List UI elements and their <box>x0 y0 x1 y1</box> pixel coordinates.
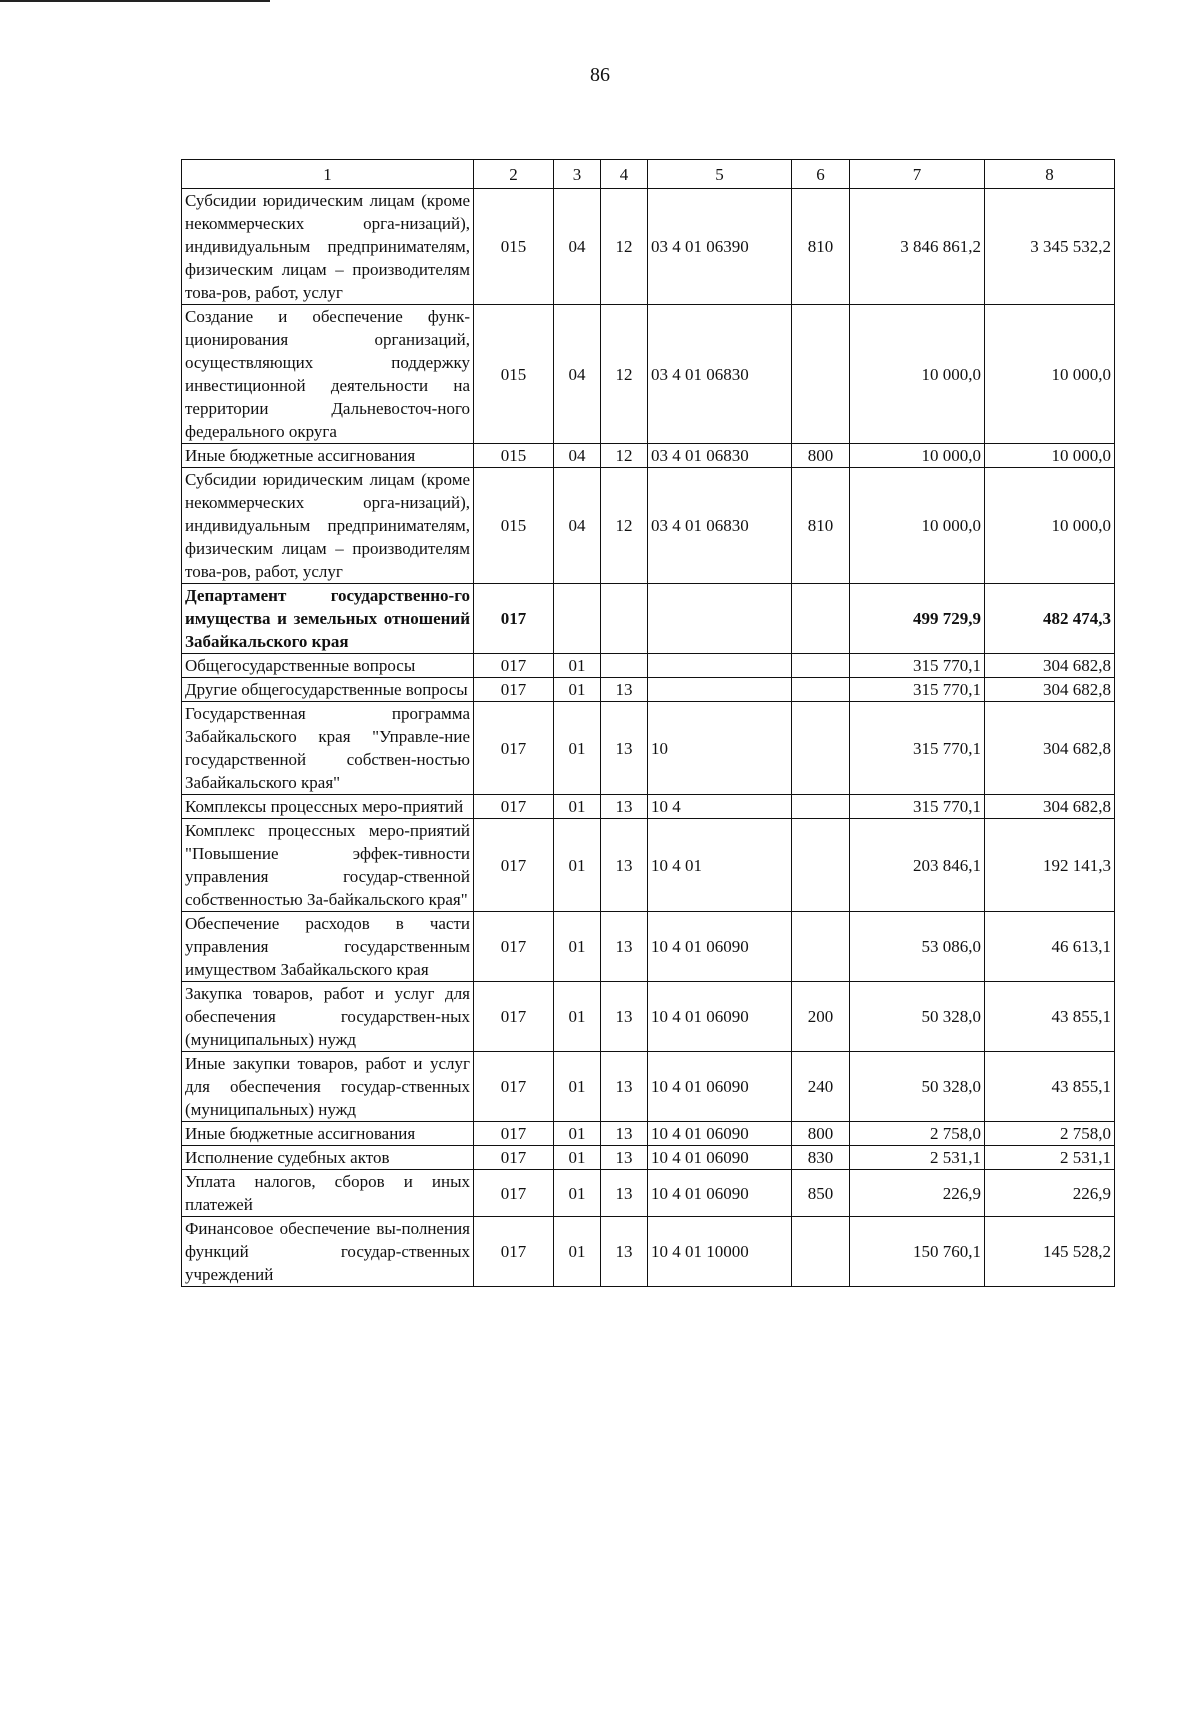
row-name-cell: Субсидии юридическим лицам (кроме некоммерческих орга-низаций), индивидуальным предпринимателям, физическим лицам – производителям това-ров, работ, услуг <box>182 468 474 584</box>
amount-2024-cell: 10 000,0 <box>850 305 985 444</box>
section-cell: 01 <box>554 1052 601 1122</box>
amount-2025-cell: 2 758,0 <box>985 1122 1115 1146</box>
column-header: 3 <box>554 160 601 189</box>
section-cell: 04 <box>554 189 601 305</box>
table-row <box>182 678 1115 702</box>
amount-2024-cell: 2 758,0 <box>850 1122 985 1146</box>
target-article-cell: 03 4 01 06830 <box>648 468 792 584</box>
expense-type-cell: 810 <box>792 189 850 305</box>
admin-code-cell: 017 <box>474 1217 554 1287</box>
expense-type-cell: 830 <box>792 1146 850 1170</box>
admin-code-cell: 015 <box>474 468 554 584</box>
amount-2024-cell: 50 328,0 <box>850 1052 985 1122</box>
table-row <box>182 444 1115 468</box>
amount-2025-cell: 304 682,8 <box>985 654 1115 678</box>
amount-2025-cell: 2 531,1 <box>985 1146 1115 1170</box>
section-cell: 01 <box>554 982 601 1052</box>
target-article-cell: 10 4 01 10000 <box>648 1217 792 1287</box>
table-row <box>182 819 1115 912</box>
row-name-cell: Создание и обеспечение функ-ционирования организаций, осуществляющих поддержку инвестиционной деятельности на территории Дальневосточ-ного федерального округа <box>182 305 474 444</box>
amount-2024-cell: 315 770,1 <box>850 654 985 678</box>
admin-code-cell: 015 <box>474 305 554 444</box>
row-name-cell: Субсидии юридическим лицам (кроме некоммерческих орга-низаций), индивидуальным предпринимателям, физическим лицам – производителям това-ров, работ, услуг <box>182 189 474 305</box>
table-row <box>182 1170 1115 1217</box>
amount-2025-cell: 10 000,0 <box>985 444 1115 468</box>
target-article-cell: 10 <box>648 702 792 795</box>
table-row <box>182 795 1115 819</box>
expense-type-cell <box>792 654 850 678</box>
amount-2025-cell: 43 855,1 <box>985 1052 1115 1122</box>
target-article-cell <box>648 654 792 678</box>
column-header: 1 <box>182 160 474 189</box>
expense-type-cell <box>792 819 850 912</box>
expense-type-cell: 800 <box>792 1122 850 1146</box>
scan-edge-line <box>0 0 270 2</box>
row-name-cell: Комплексы процессных меро-приятий <box>182 795 474 819</box>
expense-type-cell <box>792 678 850 702</box>
target-article-cell: 03 4 01 06830 <box>648 444 792 468</box>
admin-code-cell: 017 <box>474 1146 554 1170</box>
table-row <box>182 1217 1115 1287</box>
expense-type-cell <box>792 795 850 819</box>
row-name-cell: Комплекс процессных меро-приятий "Повышение эффек-тивности управления государ-ственной собственностью За-байкальского края" <box>182 819 474 912</box>
column-header: 8 <box>985 160 1115 189</box>
row-name-cell: Иные бюджетные ассигнования <box>182 1122 474 1146</box>
amount-2025-cell: 46 613,1 <box>985 912 1115 982</box>
admin-code-cell: 017 <box>474 1122 554 1146</box>
table-row <box>182 1052 1115 1122</box>
section-cell: 01 <box>554 654 601 678</box>
table-row <box>182 982 1115 1052</box>
target-article-cell: 03 4 01 06390 <box>648 189 792 305</box>
target-article-cell: 03 4 01 06830 <box>648 305 792 444</box>
admin-code-cell: 017 <box>474 678 554 702</box>
table-row <box>182 702 1115 795</box>
column-header: 6 <box>792 160 850 189</box>
amount-2024-cell: 499 729,9 <box>850 584 985 654</box>
target-article-cell: 10 4 01 06090 <box>648 912 792 982</box>
row-name-cell: Общегосударственные вопросы <box>182 654 474 678</box>
admin-code-cell: 017 <box>474 982 554 1052</box>
target-article-cell <box>648 678 792 702</box>
budget-table <box>181 159 1115 1287</box>
table-row <box>182 468 1115 584</box>
expense-type-cell: 200 <box>792 982 850 1052</box>
admin-code-cell: 017 <box>474 702 554 795</box>
row-name-cell: Государственная программа Забайкальского края "Управле-ние государственной собствен-ностью Забайкальского края" <box>182 702 474 795</box>
section-cell: 01 <box>554 678 601 702</box>
subsection-cell: 13 <box>601 1122 648 1146</box>
amount-2024-cell: 315 770,1 <box>850 678 985 702</box>
subsection-cell: 12 <box>601 468 648 584</box>
section-cell: 01 <box>554 795 601 819</box>
row-name-cell: Другие общегосударственные вопросы <box>182 678 474 702</box>
table-row <box>182 305 1115 444</box>
subsection-cell: 13 <box>601 912 648 982</box>
admin-code-cell: 017 <box>474 819 554 912</box>
row-name-cell: Иные закупки товаров, работ и услуг для обеспечения государ-ственных (муниципальных) нужд <box>182 1052 474 1122</box>
amount-2024-cell: 2 531,1 <box>850 1146 985 1170</box>
admin-code-cell: 015 <box>474 189 554 305</box>
expense-type-cell <box>792 912 850 982</box>
target-article-cell: 10 4 <box>648 795 792 819</box>
section-cell: 01 <box>554 702 601 795</box>
table-row <box>182 1146 1115 1170</box>
amount-2025-cell: 145 528,2 <box>985 1217 1115 1287</box>
subsection-cell: 13 <box>601 1217 648 1287</box>
section-cell: 01 <box>554 1122 601 1146</box>
expense-type-cell <box>792 702 850 795</box>
section-cell: 01 <box>554 1146 601 1170</box>
amount-2024-cell: 10 000,0 <box>850 468 985 584</box>
amount-2025-cell: 192 141,3 <box>985 819 1115 912</box>
subsection-cell: 12 <box>601 305 648 444</box>
amount-2025-cell: 10 000,0 <box>985 468 1115 584</box>
section-cell: 01 <box>554 912 601 982</box>
expense-type-cell: 850 <box>792 1170 850 1217</box>
table-row <box>182 912 1115 982</box>
amount-2024-cell: 50 328,0 <box>850 982 985 1052</box>
target-article-cell <box>648 584 792 654</box>
subsection-cell: 12 <box>601 189 648 305</box>
table-row <box>182 1122 1115 1146</box>
amount-2024-cell: 150 760,1 <box>850 1217 985 1287</box>
amount-2024-cell: 10 000,0 <box>850 444 985 468</box>
row-name-cell: Уплата налогов, сборов и иных платежей <box>182 1170 474 1217</box>
row-name-cell: Департамент государственно-го имущества и земельных отношений Забайкальского края <box>182 584 474 654</box>
amount-2025-cell: 226,9 <box>985 1170 1115 1217</box>
section-cell <box>554 584 601 654</box>
expense-type-cell <box>792 1217 850 1287</box>
target-article-cell: 10 4 01 06090 <box>648 1052 792 1122</box>
table-row <box>182 584 1115 654</box>
section-cell: 04 <box>554 305 601 444</box>
subsection-cell: 13 <box>601 702 648 795</box>
target-article-cell: 10 4 01 06090 <box>648 1170 792 1217</box>
subsection-cell <box>601 654 648 678</box>
amount-2024-cell: 315 770,1 <box>850 702 985 795</box>
amount-2025-cell: 43 855,1 <box>985 982 1115 1052</box>
expense-type-cell <box>792 584 850 654</box>
subsection-cell <box>601 584 648 654</box>
amount-2024-cell: 53 086,0 <box>850 912 985 982</box>
row-name-cell: Исполнение судебных актов <box>182 1146 474 1170</box>
subsection-cell: 13 <box>601 795 648 819</box>
admin-code-cell: 017 <box>474 654 554 678</box>
subsection-cell: 13 <box>601 982 648 1052</box>
amount-2024-cell: 203 846,1 <box>850 819 985 912</box>
expense-type-cell: 800 <box>792 444 850 468</box>
row-name-cell: Иные бюджетные ассигнования <box>182 444 474 468</box>
column-header: 2 <box>474 160 554 189</box>
page-number: 86 <box>590 64 610 86</box>
subsection-cell: 13 <box>601 1146 648 1170</box>
amount-2024-cell: 315 770,1 <box>850 795 985 819</box>
subsection-cell: 13 <box>601 1170 648 1217</box>
table-header-row <box>182 160 1115 189</box>
admin-code-cell: 017 <box>474 584 554 654</box>
amount-2025-cell: 482 474,3 <box>985 584 1115 654</box>
section-cell: 01 <box>554 819 601 912</box>
subsection-cell: 12 <box>601 444 648 468</box>
column-header: 4 <box>601 160 648 189</box>
admin-code-cell: 017 <box>474 1052 554 1122</box>
admin-code-cell: 017 <box>474 912 554 982</box>
subsection-cell: 13 <box>601 678 648 702</box>
target-article-cell: 10 4 01 06090 <box>648 1122 792 1146</box>
target-article-cell: 10 4 01 <box>648 819 792 912</box>
section-cell: 01 <box>554 1217 601 1287</box>
expense-type-cell: 810 <box>792 468 850 584</box>
section-cell: 04 <box>554 468 601 584</box>
row-name-cell: Финансовое обеспечение вы-полнения функций государ-ственных учреждений <box>182 1217 474 1287</box>
amount-2025-cell: 304 682,8 <box>985 702 1115 795</box>
amount-2025-cell: 10 000,0 <box>985 305 1115 444</box>
section-cell: 01 <box>554 1170 601 1217</box>
admin-code-cell: 017 <box>474 795 554 819</box>
section-cell: 04 <box>554 444 601 468</box>
subsection-cell: 13 <box>601 819 648 912</box>
amount-2025-cell: 3 345 532,2 <box>985 189 1115 305</box>
target-article-cell: 10 4 01 06090 <box>648 982 792 1052</box>
expense-type-cell: 240 <box>792 1052 850 1122</box>
expense-type-cell <box>792 305 850 444</box>
subsection-cell: 13 <box>601 1052 648 1122</box>
table-row <box>182 189 1115 305</box>
amount-2025-cell: 304 682,8 <box>985 795 1115 819</box>
row-name-cell: Обеспечение расходов в части управления государственным имуществом Забайкальского края <box>182 912 474 982</box>
admin-code-cell: 017 <box>474 1170 554 1217</box>
column-header: 7 <box>850 160 985 189</box>
amount-2024-cell: 226,9 <box>850 1170 985 1217</box>
amount-2024-cell: 3 846 861,2 <box>850 189 985 305</box>
column-header: 5 <box>648 160 792 189</box>
admin-code-cell: 015 <box>474 444 554 468</box>
table-row <box>182 654 1115 678</box>
target-article-cell: 10 4 01 06090 <box>648 1146 792 1170</box>
row-name-cell: Закупка товаров, работ и услуг для обеспечения государствен-ных (муниципальных) нужд <box>182 982 474 1052</box>
amount-2025-cell: 304 682,8 <box>985 678 1115 702</box>
